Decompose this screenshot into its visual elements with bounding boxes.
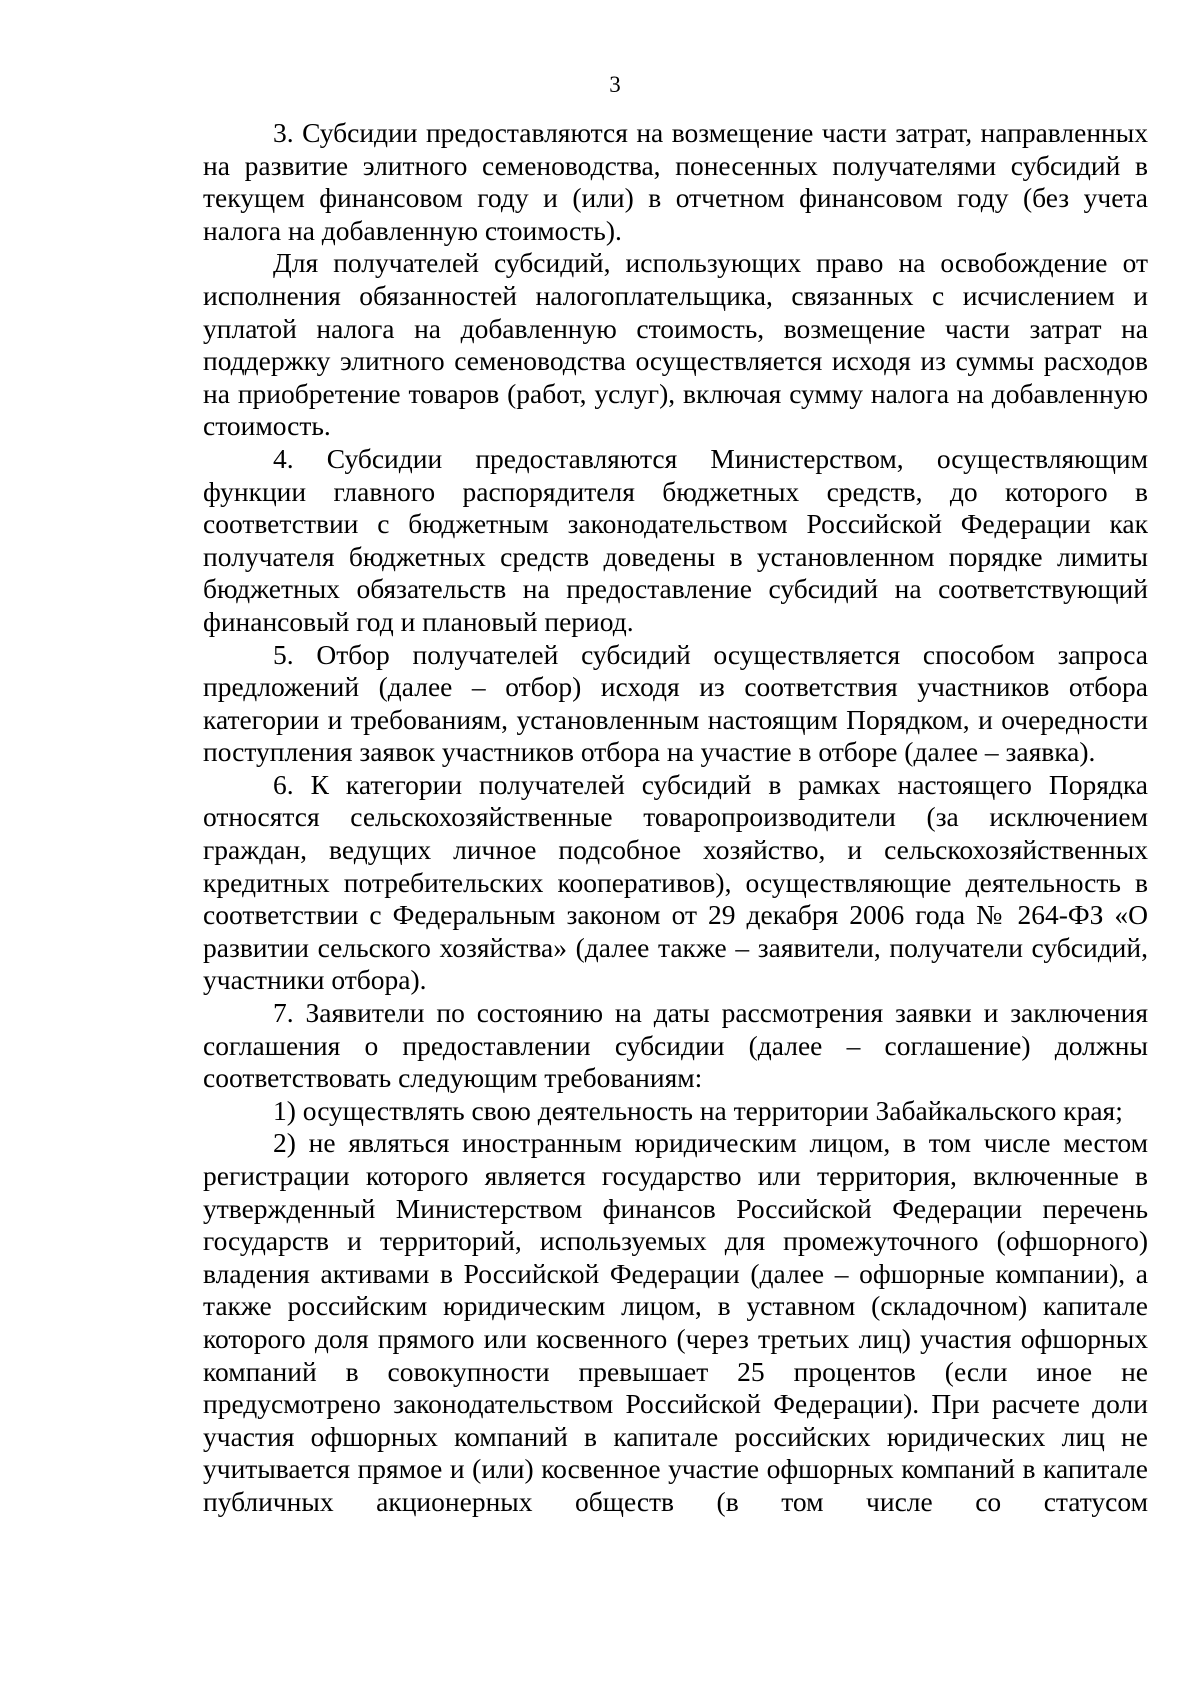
paragraph-3-subsidies-purpose: 3. Субсидии предоставляются на возмещение части затрат, направленных на развитие элитного семеноводства, понесенных получателями субсидий в текущем финансовом году и (или) в отчетном финансовом году (без учета налога на добавленную стоимость).: [203, 117, 1148, 246]
requirement-1-territory: 1) осуществлять свою деятельность на территории Забайкальского края;: [273, 1094, 1123, 1126]
paragraph-4-ministry-provision: 4. Субсидии предоставляются Министерством, осуществляющим функции главного распорядителя бюджетных средств, до которого в соответствии с бюджетным законодательством Российской Федерации как получателя бюджетных средств доведены в установленном порядке лимиты бюджетных обязательств на предоставление субсидий на соответствующий финансовый год и плановый период.: [203, 442, 1148, 637]
requirement-2-offshore: 2) не являться иностранным юридическим лицом, в том числе местом регистрации которого является государство или территория, включенные в утвержденный Министерством финансов Российской Федерации перечень государств и территорий, используемых для промежуточного (офшорного) владения активами в Российской Федерации (далее – офшорные компании), а также российским юридическим лицом, в уставном (складочном) капитале которого доля прямого или косвенного (через третьих лиц) участия офшорных компаний в совокупности превышает 25 процентов (если иное не предусмотрено законодательством Российской Федерации). При расчете доли участия офшорных компаний в капитале российских юридических лиц не учитывается прямое и (или) косвенное участие офшорных компаний в капитале публичных акционерных обществ (в том числе со статусом: [203, 1127, 1148, 1517]
paragraph-vat-exempt-recipients: Для получателей субсидий, использующих право на освобождение от исполнения обязанностей налогоплательщика, связанных с исчислением и уплатой налога на добавленную стоимость, возмещение части затрат на поддержку элитного семеноводства осуществляется исходя из суммы расходов на приобретение товаров (работ, услуг), включая сумму налога на добавленную стоимость.: [203, 247, 1148, 442]
document-body: [203, 117, 1148, 1519]
paragraph-7-applicant-requirements: 7. Заявители по состоянию на даты рассмотрения заявки и заключения соглашения о предоставлении субсидии (далее – соглашение) должны соответствовать следующим требованиям:: [203, 997, 1148, 1094]
page-number: 3: [609, 72, 621, 97]
paragraph-5-selection-method: 5. Отбор получателей субсидий осуществляется способом запроса предложений (далее – отбор) исходя из соответствия участников отбора категории и требованиям, установленным настоящим Порядком, и очередности поступления заявок участников отбора на участие в отборе (далее – заявка).: [203, 638, 1148, 768]
paragraph-6-recipient-category: 6. К категории получателей субсидий в рамках настоящего Порядка относятся сельскохозяйственные товаропроизводители (за исключением граждан, ведущих личное подсобное хозяйство, и сельскохозяйственных кредитных потребительских кооперативов), осуществляющие деятельность в соответствии с Федеральным законом от 29 декабря 2006 года № 264-ФЗ «О развитии сельского хозяйства» (далее также – заявители, получатели субсидий, участники отбора).: [203, 768, 1148, 996]
